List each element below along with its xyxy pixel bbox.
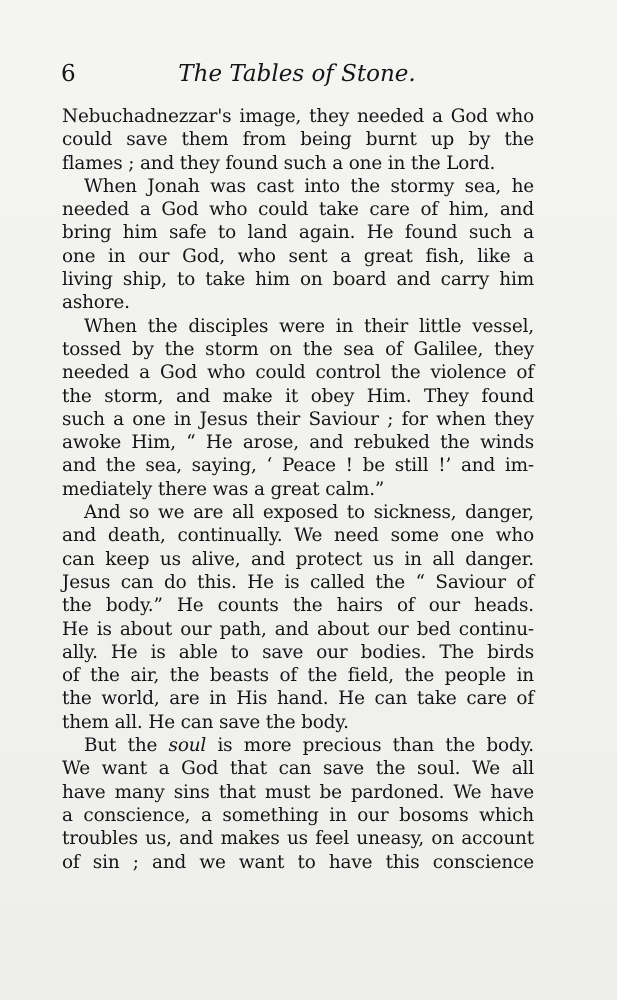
page-number: 6 [61,61,76,87]
running-title: The Tables of Stone. [178,61,416,87]
text-line: ashore. [62,292,130,314]
text-line: needed a God who could take care of him, and [62,199,534,221]
text-line: the storm, and make it obey Him. They found [62,385,534,407]
text-line: the world, are in His hand. He can take care of [62,688,534,710]
text-line: tossed by the storm on the sea of Galilee, they [62,338,534,360]
text-line: a conscience, a something in our bosoms which [62,804,534,826]
text-line: and death, continually. We need some one who [62,525,534,547]
text-line: can keep us alive, and protect us in all danger. [62,548,534,570]
text-line: of sin ; and we want to have this conscience [62,851,534,873]
text-line: the body.” He counts the hairs of our heads. [62,595,534,617]
text-line: He is about our path, and about our bed continu- [62,618,534,640]
text-line: could save them from being burnt up by the [62,129,534,151]
text-line: living ship, to take him on board and carry him [62,269,534,291]
text-line [62,734,534,757]
text-line: And so we are all exposed to sickness, danger, [84,502,534,524]
text-line: such a one in Jesus their Saviour ; for when they [62,408,534,430]
text-line: When the disciples were in their little vessel, [84,315,534,337]
text-fragment: But the [84,735,169,757]
text-line: one in our God, who sent a great fish, like a [62,245,534,267]
emphasized-word: soul [168,735,207,757]
text-line: have many sins that must be pardoned. We have [62,781,534,803]
text-fragment: is more precious than the body. [206,735,534,757]
text-line: Nebuchadnezzar's image, they needed a God who [62,106,534,127]
text-line: We want a God that can save the soul. We all [62,758,534,780]
text-line: When Jonah was cast into the stormy sea, he [84,175,534,197]
text-line: of the air, the beasts of the field, the people in [62,665,534,687]
text-line: Jesus can do this. He is called the “ Saviour of [62,571,534,593]
text-line: needed a God who could control the violence of [62,362,534,384]
text-line: them all. He can save the body. [62,711,349,733]
text-line: troubles us, and makes us feel uneasy, on account [62,828,534,850]
text-line: ally. He is able to save our bodies. The birds [62,641,534,663]
text-line: flames ; and they found such a one in the Lord. [62,152,496,174]
text-line: awoke Him, “ He arose, and rebuked the winds [62,432,534,454]
text-line: bring him safe to land again. He found such a [62,222,534,244]
text-line: mediately there was a great calm.” [62,478,385,500]
body-text [62,105,534,874]
page-header [61,55,533,93]
text-line: and the sea, saying, ‘ Peace ! be still !’ and im- [62,455,534,477]
